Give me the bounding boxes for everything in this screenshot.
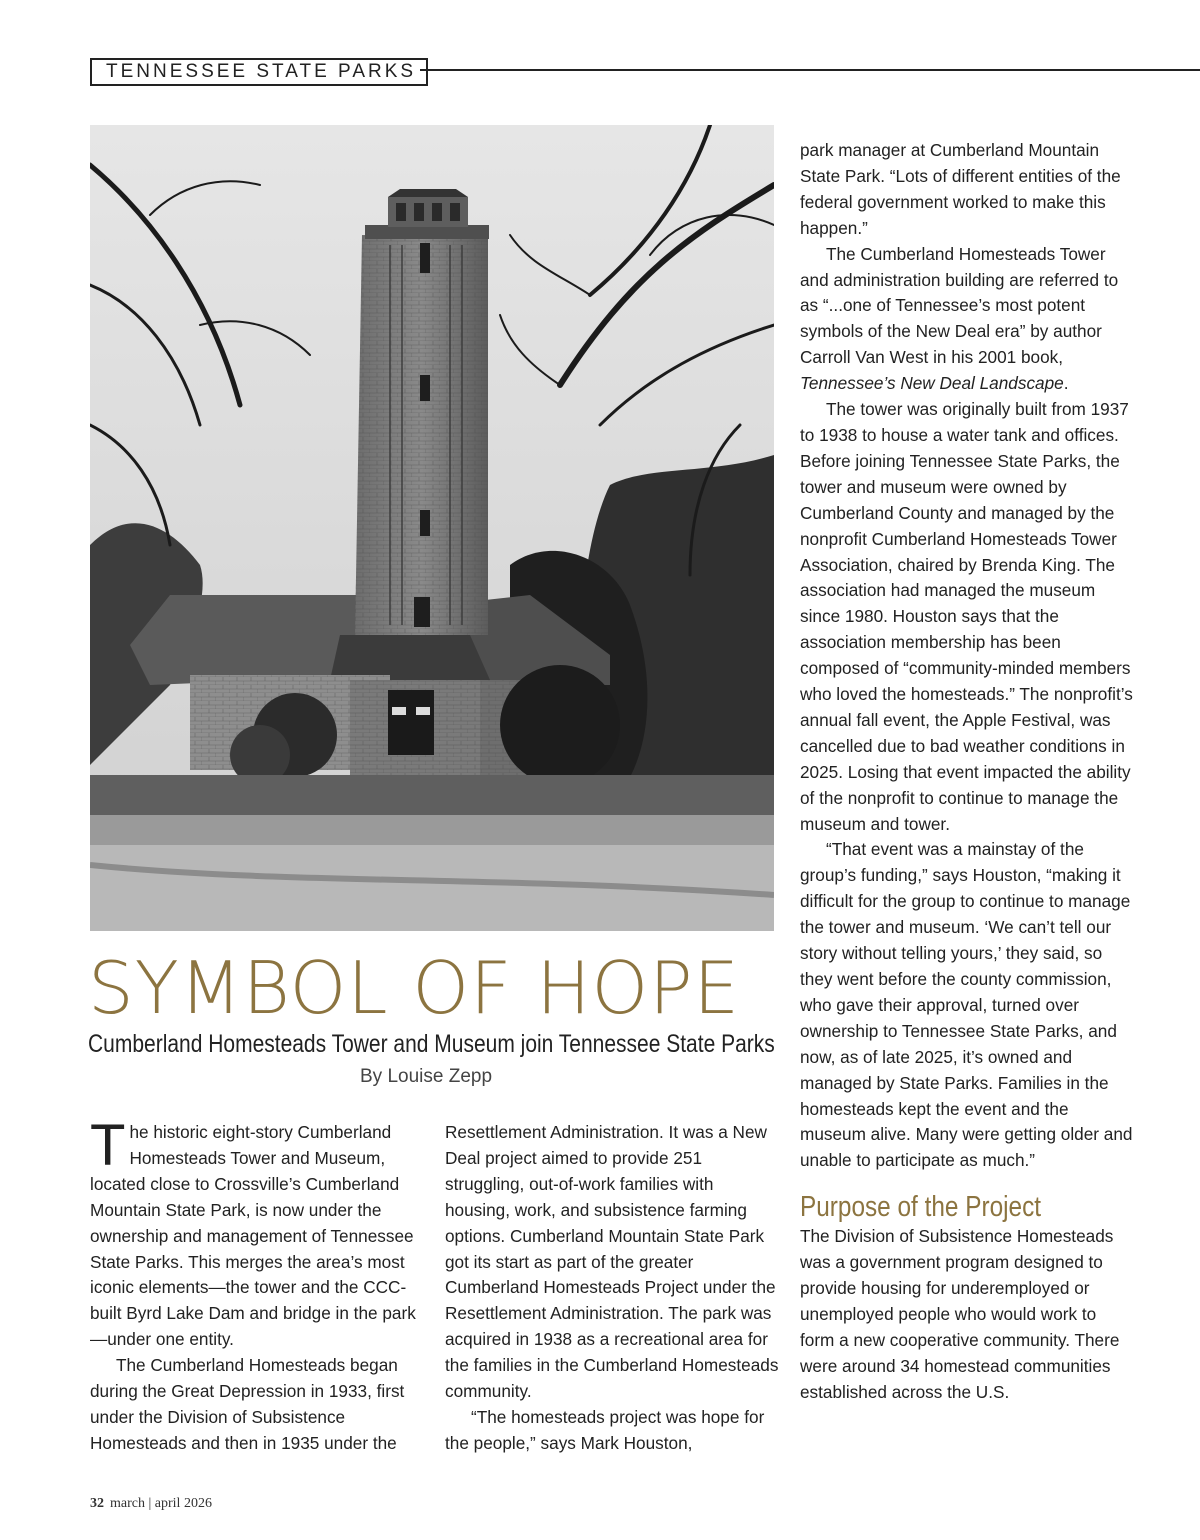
paragraph: The Division of Subsistence Homesteads was a government program designed to provide housing for underemployed or unemployed people who would work to form a new cooperative community. There were around 34 homestead communities established across the U.S. (800, 1226, 1120, 1402)
byline: By Louise Zepp (360, 1066, 493, 1087)
column-3 (800, 138, 1135, 1406)
paragraph: The historic eight-story Cumberland Homesteads Tower and Museum, located close to Crossville’s Cumberland Mountain State Park, is now under the ownership and management of Tennessee State Parks. This merges the area’s most iconic elements—the tower and the CCC-built Byrd Lake Dam and bridge in the park—under one entity. (90, 1113, 416, 1350)
section-header (90, 58, 1200, 84)
article-title: SYMBOL OF HOPE (88, 946, 741, 1030)
tower-photo (90, 125, 774, 931)
section-heading: Purpose of the Project (800, 1191, 1042, 1224)
page-number: 32 (90, 1496, 104, 1511)
paragraph: The Cumberland Homesteads Tower and administration building are referred to as “...one of Tennessee’s most potent symbols of the New Deal era” by author Carroll Van West in his 2001 book, Tennessee’s New Deal Landscape. (800, 243, 1119, 394)
paragraph: “That event was a mainstay of the group’s funding,” says Houston, “making it difficult for the group to continue to manage the tower and museum. ‘We can’t tell our story without telling yours,’ they said, so they went before the county commission, who gave their approval, turned over ownership to Tennessee State Parks, and now, as of late 2025, it’s owned and managed by State Parks. Families in the homesteads kept the event and the museum alive. Many were getting older and unable to participate as much.” (800, 839, 1133, 1171)
paragraph: “The homesteads project was hope for the people,” says Mark Houston, (445, 1406, 765, 1453)
paragraph: park manager at Cumberland Mountain State Park. “Lots of different entities of the federal government worked to make this happen.” (800, 140, 1121, 238)
page-footer (90, 1496, 212, 1512)
section-label: TENNESSEE STATE PARKS (90, 58, 428, 86)
book-title: Tennessee’s New Deal Landscape (800, 373, 1064, 394)
paragraph: Resettlement Administration. It was a New Deal project aimed to provide 251 struggling, out-of-work families with housing, work, and subsistence farming options. Cumberland Mountain State Park got its start as part of the greater Cumberland Homesteads Project under the Resettlement Administration. The park was acquired in 1938 as a recreational area for the families in the Cumberland Homesteads community. (445, 1122, 779, 1402)
column-2 (445, 1120, 780, 1457)
paragraph: The tower was originally built from 1937 to 1938 to house a water tank and offices. Before joining Tennessee State Parks, the tower and museum were owned by Cumberland County and managed by the nonprofit Cumberland Homesteads Tower Association, chaired by Brenda King. The association had managed the museum since 1980. Houston says that the association membership has been composed of “community-minded members who loved the homesteads.” The nonprofit’s annual fall event, the Apple Festival, was cancelled due to bad weather conditions in 2025. Losing that event impacted the ability of the nonprofit to continue to manage the museum and tower. (800, 399, 1133, 834)
drop-cap: T (90, 1113, 126, 1178)
issue-date: march | april 2026 (110, 1496, 212, 1511)
column-1 (90, 1113, 425, 1457)
article-subtitle: Cumberland Homesteads Tower and Museum join Tennessee State Parks (88, 1030, 775, 1058)
paragraph: The Cumberland Homesteads began during the Great Depression in 1933, first under the Division of Subsistence Homesteads and then in 1935 under the (90, 1355, 405, 1453)
header-rule (420, 69, 1200, 71)
